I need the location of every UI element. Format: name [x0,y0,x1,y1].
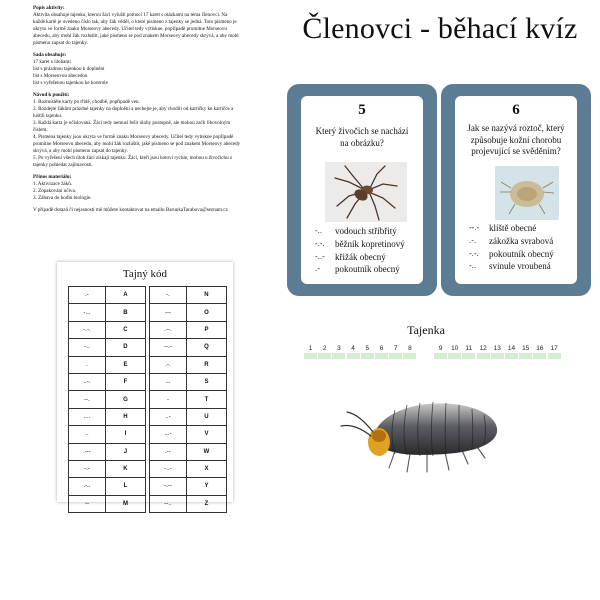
option-text: klíště obecné [489,223,537,233]
tajenka-label: Tajenka [407,323,445,337]
morse-code: -.-. [469,248,479,258]
card-options [315,225,405,276]
morse-symbol: -.. [69,339,106,356]
slot-box[interactable] [361,353,374,359]
morse-row [69,460,146,477]
navod-line: skrývá, a aby mohl písmeno zapsat do tajenky. [33,148,128,154]
morse-letter: Y [186,478,226,495]
morse-symbol: -.-- [150,478,187,495]
morse-symbol: .--. [150,321,187,338]
morse-row [150,460,227,477]
morse-symbol: .-. [150,356,187,373]
slot-number: 15 [522,345,530,352]
slot-box[interactable] [332,353,345,359]
morse-symbol: ..-. [69,373,106,390]
navod-line: číslem. [33,127,48,133]
tajenka-slot[interactable] [375,344,388,359]
pill-bug-image [335,396,505,476]
morse-row [150,443,227,460]
morse-symbol: . [69,356,106,373]
sada-line: 17 karet s úlohami [33,59,71,65]
morse-letter: R [186,356,226,373]
prinos-line: 2. Zopakování učiva. [33,188,77,194]
slot-box[interactable] [347,353,360,359]
sada-heading: Sada obsahuje: [33,52,67,58]
morse-symbol: -..- [150,460,187,477]
option-text: svinule vroubená [489,261,551,272]
tajenka-slot[interactable] [389,344,402,359]
activity-description [33,5,273,219]
card-question [307,126,417,149]
description-line: každé kartě je uvedeno číslo tak, aby žák věděl, o které písmeno z tajenky se jedná. Toto písmeno je [33,19,237,25]
morse-symbol: .--- [69,443,106,460]
slot-box[interactable] [462,353,475,359]
mite-image [495,166,559,220]
option-item[interactable] [315,225,405,238]
morse-row [69,287,146,304]
morse-letter: K [105,460,145,477]
option-text: vodouch stříbřitý [335,226,397,236]
morse-table-left [68,286,146,513]
sada-line: list s vyřešenou tajenkou ke kontrole [33,80,108,86]
morse-symbol: .-- [150,443,187,460]
morse-code: --.- [469,223,480,232]
morse-row [150,426,227,443]
description-line: abecedu, aby mohl žák rozluštit, jaké písmeno se pod znakem Morseovy abecedy skrývá, a aby mohl [33,33,239,39]
morse-symbol: .-.. [69,478,106,495]
option-item[interactable] [315,263,405,276]
slot-box[interactable] [318,353,331,359]
morse-symbol: -. [150,287,187,304]
morse-letter: H [105,408,145,425]
tajenka-slot[interactable] [332,344,345,359]
slot-number: 8 [408,345,412,352]
morse-code: .-. [469,235,477,245]
morse-row [150,356,227,373]
morse-symbol: -.- [69,460,106,477]
morse-letter: J [105,443,145,460]
morse-symbol: -- [69,495,106,512]
morse-row [69,356,146,373]
morse-letter: E [105,356,145,373]
option-item[interactable] [469,248,554,261]
slot-box[interactable] [548,353,561,359]
morse-letter: Z [186,495,226,512]
slot-box[interactable] [448,353,461,359]
option-text: běžník kopretinový [335,238,405,249]
morse-row [69,304,146,321]
morse-row [150,478,227,495]
morse-letter: C [105,321,145,338]
morse-letter: M [105,495,145,512]
tajenka-slot[interactable] [477,344,490,359]
morse-letter: N [186,287,226,304]
morse-letter: F [105,373,145,390]
tajenka-slot[interactable] [519,344,532,359]
morse-row [69,391,146,408]
morse-row [150,373,227,390]
tajenka-slot[interactable] [533,344,546,359]
morse-row [150,391,227,408]
slot-box[interactable] [403,353,416,359]
tajenka-slot[interactable] [403,344,416,359]
morse-row [69,339,146,356]
slot-number: 11 [465,345,473,352]
question-line: způsobuje kožní chorobu [470,134,562,145]
question-line: Jak se nazývá roztoč, který [467,123,565,133]
card-body [301,96,423,284]
slot-box[interactable] [519,353,532,359]
morse-row [69,373,146,390]
morse-letter: T [186,391,226,408]
slot-number: 6 [379,345,384,352]
morse-symbol: .. [69,426,106,443]
slot-number: 4 [351,345,355,352]
slot-box[interactable] [477,353,490,359]
morse-letter: O [186,304,226,321]
option-item[interactable] [315,251,405,264]
card-number: 5 [358,102,366,118]
morse-row [150,304,227,321]
morse-symbol: ... [150,373,187,390]
quiz-card-5 [287,84,437,296]
spider-image [325,162,407,222]
card-options [469,222,554,273]
tajenka-slot[interactable] [491,344,504,359]
tajenka-slot[interactable] [347,344,360,359]
slot-number: 14 [507,345,516,352]
slot-number: 17 [550,345,558,352]
tajenka-slot[interactable] [548,344,561,359]
morse-code: -..- [315,251,325,261]
morse-code: -.. [469,261,477,271]
morse-letter: S [186,373,226,390]
morse-row [69,478,146,495]
slot-box[interactable] [304,353,317,359]
navod-line: 2. Rozdejte žákům prázdné tajenky na doplnění a nechejte je, aby chodili od kartičky ke kartičce a [33,106,234,112]
morse-letter: G [105,391,145,408]
prinos-line: 3. Zábava do hodin biologie. [33,195,92,201]
sada-line: list s Morseovou abecedou [33,73,88,79]
card-body [455,96,577,284]
card-question [461,123,571,158]
morse-letter: U [186,408,226,425]
tajenka-slot[interactable] [462,344,475,359]
morse-letter: A [105,287,145,304]
morse-symbol: --.. [150,495,187,512]
navod-heading: Návod k použití: [33,92,70,98]
question-line: na obrázku? [340,137,384,148]
slot-number: 13 [493,345,501,352]
option-text: pokoutník obecný [335,264,400,275]
morse-row [150,321,227,338]
morse-row [69,443,146,460]
morse-row [150,287,227,304]
morse-symbol: -... [69,304,106,321]
option-text: křižák obecný [335,251,386,262]
slot-box[interactable] [389,353,402,359]
morse-letter: I [105,426,145,443]
slot-box[interactable] [533,353,546,359]
page-title: Členovci - běhací kvíz [302,12,578,45]
prinos-line: 1. Aktivizace žáků. [33,181,73,187]
option-text: pokoutník obecný [489,248,554,259]
navod-line: promítne Morseovu abecedu, aby mohl žák rozluštit, jaké písmeno se pod znakem Morseovy abecedy [33,141,241,147]
morse-symbol: ..- [150,408,187,425]
description-line: písmeno zapsat do tajenky. [33,40,88,46]
morse-code: -.-. [315,238,325,248]
morse-letter: B [105,304,145,321]
navod-line: 1. Rozmístěte karty po třídě, chodbě, popřípadě ven. [33,99,140,105]
option-text: zákožka svrabová [489,235,554,246]
tajenka-slot[interactable] [448,344,461,359]
navod-line: luštili tajenku. [33,113,63,119]
slot-number: 3 [337,345,341,352]
slot-number: 12 [479,345,487,352]
slot-box[interactable] [434,353,447,359]
slot-number: 9 [438,345,443,352]
morse-letter: W [186,443,226,460]
tajenka-slot[interactable] [318,344,331,359]
morse-row [69,408,146,425]
sada-line: list s prázdnou tajenkou k doplnění [33,66,105,72]
morse-letter: D [105,339,145,356]
morse-letter: X [186,460,226,477]
option-item[interactable] [469,222,554,235]
morse-row [150,495,227,512]
slot-number: 7 [393,345,398,352]
navod-line: 4. Písmena tajenky jsou ukryta ve formě znaku Morseovy abecedy. Učitel tedy vytiskne popřípadě [33,134,234,140]
morse-symbol: .... [69,408,106,425]
morse-row [69,321,146,338]
option-item[interactable] [469,235,554,248]
morse-table-right [149,286,227,513]
secret-code-title: Tajný kód [122,268,168,280]
navod-line: 3. Každá karta je očíslovaná. Žáci tedy nemusí řešit úlohy postupně, ale mohou začít libovolným [33,120,231,126]
morse-symbol: .- [69,287,106,304]
morse-code: -.. [315,226,323,235]
morse-symbol: - [150,391,187,408]
slot-box[interactable] [491,353,504,359]
question-line: projevující se svěděním? [471,146,561,156]
morse-letter: P [186,321,226,338]
slot-number: 10 [451,345,459,352]
morse-letter: L [105,478,145,495]
morse-symbol: --. [69,391,106,408]
card-number: 6 [512,102,520,118]
morse-letter: V [186,426,226,443]
morse-symbol: --.- [150,339,187,356]
slot-number: 5 [365,345,370,352]
morse-row [69,426,146,443]
navod-line: 5. Po vyřešení všech úloh žáci získají tajenku. Žáci, kteří jsou hotoví rychle, mohou u živočichu z [33,155,233,161]
description-line: ukryto ve formě znaku Morseovy abecedy. Učitel tedy vytiskne, popřípadě promítne Morseovu [33,26,227,32]
morse-row [150,408,227,425]
morse-symbol: -.-. [69,321,106,338]
slot-box[interactable] [505,353,518,359]
quiz-card-6 [441,84,591,296]
description-line: Aktivita obsahuje tajenku, kterou žáci vyluští pomocí 17 karet s otázkami na téma členovci. Na [33,12,228,18]
slot-box[interactable] [375,353,388,359]
morse-row [150,339,227,356]
description-heading: Popis aktivity: [33,5,65,11]
contact-line: V případě dotazů či nejasností mě můžete kontaktovat na emailu BarunkaTarabova@seznam.cz [33,207,228,213]
tajenka-slot[interactable] [361,344,374,359]
option-item[interactable] [469,260,554,273]
navod-line: tajenky pohledat zajímavosti. [33,162,93,168]
tajenka-slot[interactable] [304,344,317,359]
tajenka-slot[interactable] [505,344,518,359]
morse-letter: Q [186,339,226,356]
morse-symbol: --- [150,304,187,321]
slot-number: 1 [308,345,313,352]
morse-row [69,495,146,512]
tajenka-slot[interactable] [434,344,447,359]
slot-number: 2 [322,345,327,352]
secret-code-panel [57,262,233,507]
prinos-heading: Přínos materiálu: [33,174,72,180]
slot-number: 16 [536,345,544,352]
morse-symbol: ...- [150,426,187,443]
morse-code: .- [315,264,320,274]
question-line: Který živočich se nachází [315,126,409,136]
option-item[interactable] [315,238,405,251]
